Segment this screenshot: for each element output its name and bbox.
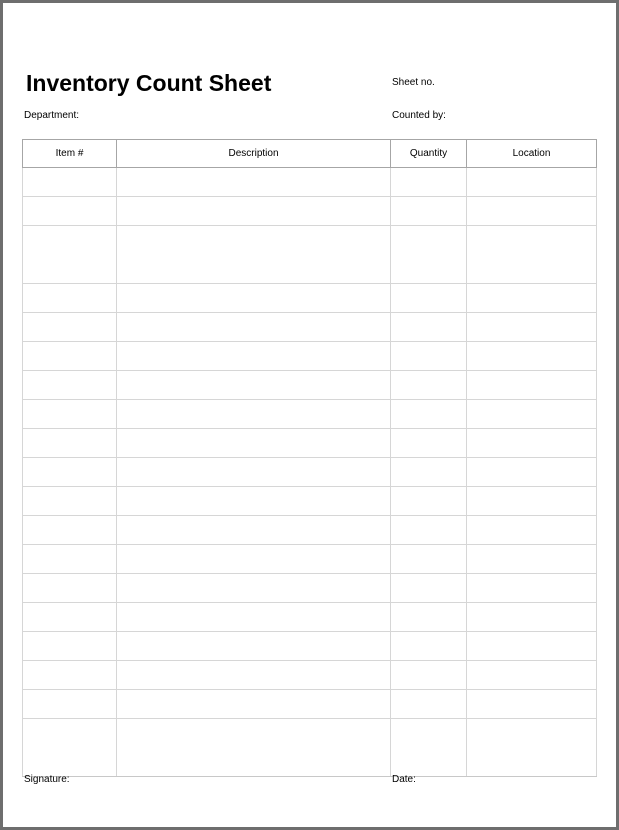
quantity-cell[interactable] <box>391 690 467 719</box>
item-number-cell[interactable] <box>23 197 117 226</box>
department-label: Department: <box>24 110 80 121</box>
header-location: Location <box>467 140 597 168</box>
quantity-cell[interactable] <box>391 168 467 197</box>
item-number-cell[interactable] <box>23 574 117 603</box>
description-cell[interactable] <box>117 342 391 371</box>
location-cell[interactable] <box>467 574 597 603</box>
table-row <box>23 313 597 342</box>
item-number-cell[interactable] <box>23 603 117 632</box>
description-cell[interactable] <box>117 719 391 777</box>
table-row <box>23 400 597 429</box>
description-cell[interactable] <box>117 168 391 197</box>
description-cell[interactable] <box>117 400 391 429</box>
description-cell[interactable] <box>117 197 391 226</box>
location-cell[interactable] <box>467 487 597 516</box>
location-cell[interactable] <box>467 313 597 342</box>
description-cell[interactable] <box>117 603 391 632</box>
table-row <box>23 487 597 516</box>
table-row <box>23 719 597 777</box>
date-label: Date: <box>392 774 416 785</box>
quantity-cell[interactable] <box>391 429 467 458</box>
description-cell[interactable] <box>117 574 391 603</box>
item-number-cell[interactable] <box>23 284 117 313</box>
item-number-cell[interactable] <box>23 690 117 719</box>
quantity-cell[interactable] <box>391 603 467 632</box>
location-cell[interactable] <box>467 458 597 487</box>
location-cell[interactable] <box>467 371 597 400</box>
quantity-cell[interactable] <box>391 371 467 400</box>
item-number-cell[interactable] <box>23 226 117 284</box>
location-cell[interactable] <box>467 197 597 226</box>
quantity-cell[interactable] <box>391 458 467 487</box>
item-number-cell[interactable] <box>23 400 117 429</box>
document-page <box>3 3 616 827</box>
item-number-cell[interactable] <box>23 545 117 574</box>
description-cell[interactable] <box>117 661 391 690</box>
description-cell[interactable] <box>117 284 391 313</box>
table-row <box>23 371 597 400</box>
location-cell[interactable] <box>467 284 597 313</box>
description-cell[interactable] <box>117 429 391 458</box>
description-cell[interactable] <box>117 545 391 574</box>
quantity-cell[interactable] <box>391 313 467 342</box>
location-cell[interactable] <box>467 342 597 371</box>
table-row <box>23 429 597 458</box>
table-row <box>23 574 597 603</box>
quantity-cell[interactable] <box>391 545 467 574</box>
item-number-cell[interactable] <box>23 313 117 342</box>
location-cell[interactable] <box>467 429 597 458</box>
item-number-cell[interactable] <box>23 719 117 777</box>
signature-label: Signature: <box>24 774 70 785</box>
table-header-row <box>23 140 597 168</box>
item-number-cell[interactable] <box>23 516 117 545</box>
quantity-cell[interactable] <box>391 574 467 603</box>
quantity-cell[interactable] <box>391 719 467 777</box>
location-cell[interactable] <box>467 168 597 197</box>
table-row <box>23 197 597 226</box>
description-cell[interactable] <box>117 516 391 545</box>
quantity-cell[interactable] <box>391 226 467 284</box>
description-cell[interactable] <box>117 313 391 342</box>
description-cell[interactable] <box>117 632 391 661</box>
quantity-cell[interactable] <box>391 400 467 429</box>
quantity-cell[interactable] <box>391 487 467 516</box>
quantity-cell[interactable] <box>391 197 467 226</box>
location-cell[interactable] <box>467 690 597 719</box>
table-row <box>23 690 597 719</box>
table-row <box>23 516 597 545</box>
table-row <box>23 168 597 197</box>
table-row <box>23 661 597 690</box>
location-cell[interactable] <box>467 661 597 690</box>
item-number-cell[interactable] <box>23 458 117 487</box>
quantity-cell[interactable] <box>391 284 467 313</box>
location-cell[interactable] <box>467 632 597 661</box>
item-number-cell[interactable] <box>23 342 117 371</box>
description-cell[interactable] <box>117 371 391 400</box>
table-row <box>23 545 597 574</box>
item-number-cell[interactable] <box>23 429 117 458</box>
location-cell[interactable] <box>467 400 597 429</box>
table-row <box>23 226 597 284</box>
header-description: Description <box>117 140 391 168</box>
description-cell[interactable] <box>117 458 391 487</box>
description-cell[interactable] <box>117 226 391 284</box>
quantity-cell[interactable] <box>391 661 467 690</box>
table-row <box>23 603 597 632</box>
location-cell[interactable] <box>467 226 597 284</box>
description-cell[interactable] <box>117 487 391 516</box>
location-cell[interactable] <box>467 603 597 632</box>
page-title: Inventory Count Sheet <box>26 70 272 96</box>
header-item-number: Item # <box>23 140 117 168</box>
item-number-cell[interactable] <box>23 487 117 516</box>
header-quantity: Quantity <box>391 140 467 168</box>
sheet-no-label: Sheet no. <box>392 77 435 88</box>
description-cell[interactable] <box>117 690 391 719</box>
inventory-table <box>22 139 597 777</box>
location-cell[interactable] <box>467 719 597 777</box>
quantity-cell[interactable] <box>391 516 467 545</box>
item-number-cell[interactable] <box>23 168 117 197</box>
table-row <box>23 284 597 313</box>
item-number-cell[interactable] <box>23 661 117 690</box>
quantity-cell[interactable] <box>391 632 467 661</box>
location-cell[interactable] <box>467 516 597 545</box>
table-row <box>23 458 597 487</box>
quantity-cell[interactable] <box>391 342 467 371</box>
item-number-cell[interactable] <box>23 371 117 400</box>
item-number-cell[interactable] <box>23 632 117 661</box>
counted-by-label: Counted by: <box>392 110 446 121</box>
location-cell[interactable] <box>467 545 597 574</box>
table-row <box>23 632 597 661</box>
table-row <box>23 342 597 371</box>
